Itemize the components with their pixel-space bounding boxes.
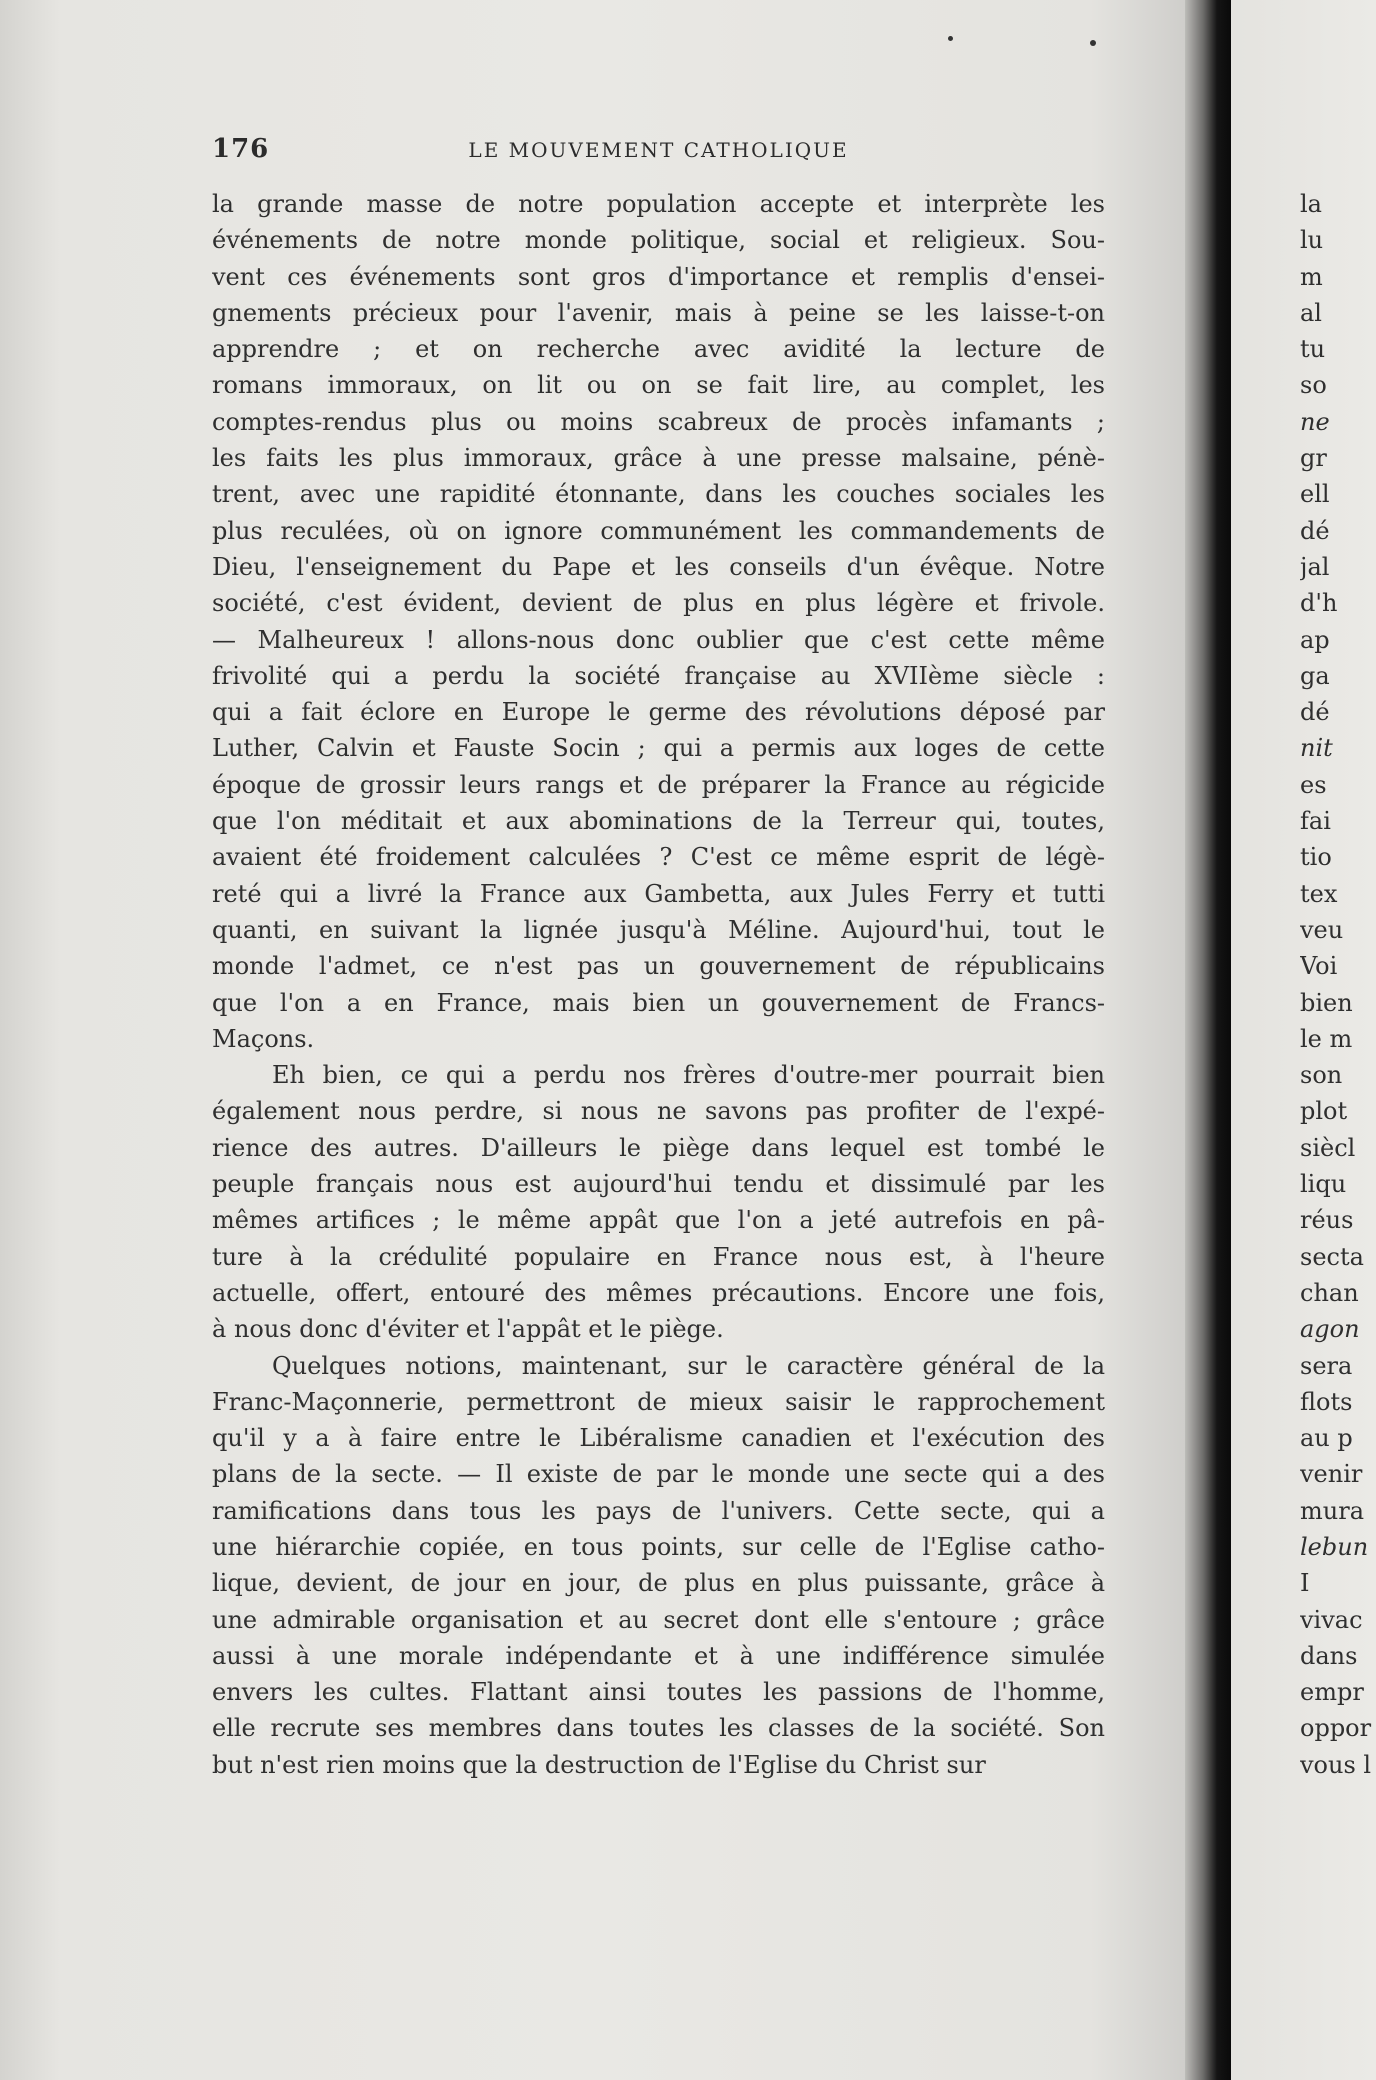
text-line: Quelques notions, maintenant, sur le caractère général de la bbox=[272, 1351, 1105, 1380]
right-page-line: chan bbox=[1300, 1278, 1359, 1307]
running-title: LE MOUVEMENT CATHOLIQUE bbox=[468, 138, 849, 162]
right-page-line: dé bbox=[1300, 698, 1330, 727]
text-line: Franc-Maçonnerie, permettront de mieux saisir le rapprochement bbox=[212, 1387, 1105, 1416]
text-line: actuelle, offert, entouré des mêmes précautions. Encore une fois, bbox=[212, 1278, 1105, 1307]
right-page-line: la bbox=[1300, 190, 1322, 218]
body-text bbox=[212, 186, 1105, 1783]
page-number: 176 bbox=[212, 134, 270, 164]
right-page-line: tio bbox=[1300, 843, 1332, 872]
right-page-line: nit bbox=[1300, 734, 1333, 763]
right-page-line: agon bbox=[1300, 1315, 1360, 1344]
text-line: que l'on méditait et aux abominations de la Terreur qui, toutes, bbox=[212, 807, 1105, 836]
right-page-line: al bbox=[1300, 298, 1322, 327]
text-line: une hiérarchie copiée, en tous points, sur celle de l'Eglise catho- bbox=[212, 1532, 1105, 1561]
text-line: la grande masse de notre population accepte et interprète les bbox=[212, 190, 1105, 218]
right-page-line: oppor bbox=[1300, 1714, 1372, 1743]
text-line: trent, avec une rapidité étonnante, dans les couches sociales les bbox=[212, 480, 1105, 509]
right-page-line: dé bbox=[1300, 516, 1330, 545]
text-line: mêmes artifices ; le même appât que l'on a jeté autrefois en pâ- bbox=[212, 1206, 1105, 1235]
text-line: époque de grossir leurs rangs et de préparer la France au régicide bbox=[212, 770, 1105, 799]
right-page-line: lebun bbox=[1300, 1532, 1369, 1561]
right-page-line: ell bbox=[1300, 480, 1330, 509]
right-page-line: flots bbox=[1300, 1387, 1353, 1416]
right-page-line: vivac bbox=[1300, 1605, 1363, 1634]
page-header bbox=[212, 134, 1105, 170]
text-line: but n'est rien moins que la destruction de l'Eglise du Christ sur bbox=[212, 1750, 986, 1779]
right-page-line: veu bbox=[1300, 915, 1344, 944]
right-page-line: gr bbox=[1300, 444, 1327, 473]
right-page-line: m bbox=[1300, 262, 1323, 291]
text-line: romans immoraux, on lit ou on se fait lire, au complet, les bbox=[212, 371, 1105, 400]
text-line: les faits les plus immoraux, grâce à une presse malsaine, pénè- bbox=[212, 444, 1105, 473]
right-page-line: tu bbox=[1300, 335, 1326, 364]
text-line: peuple français nous est aujourd'hui tendu et dissimulé par les bbox=[212, 1170, 1105, 1199]
right-page-line: bien bbox=[1300, 988, 1353, 1017]
right-page-line: siècl bbox=[1300, 1133, 1356, 1162]
text-line: — Malheureux ! allons-nous donc oublier que c'est cette même bbox=[212, 625, 1105, 654]
right-page-line: fai bbox=[1300, 807, 1331, 836]
text-line: aussi à une morale indépendante et à une indifférence simulée bbox=[212, 1641, 1105, 1670]
text-line: que l'on a en France, mais bien un gouvernement de Francs- bbox=[212, 988, 1105, 1017]
dust-speck bbox=[948, 36, 953, 41]
text-line: événements de notre monde politique, social et religieux. Sou- bbox=[212, 226, 1105, 255]
right-page-line: mura bbox=[1300, 1496, 1364, 1525]
right-page-line: liqu bbox=[1300, 1170, 1347, 1199]
right-page-line: son bbox=[1300, 1061, 1343, 1090]
right-page-line: ne bbox=[1300, 407, 1330, 436]
text-line: rience des autres. D'ailleurs le piège dans lequel est tombé le bbox=[212, 1133, 1105, 1162]
text-line: avaient été froidement calculées ? C'est ce même esprit de légè- bbox=[212, 843, 1105, 872]
text-line: envers les cultes. Flattant ainsi toutes les passions de l'homme, bbox=[212, 1678, 1105, 1707]
text-line: qu'il y a à faire entre le Libéralisme canadien et l'exécution des bbox=[212, 1424, 1105, 1453]
text-line: elle recrute ses membres dans toutes les classes de la société. Son bbox=[212, 1714, 1105, 1743]
right-page-line: so bbox=[1300, 371, 1327, 400]
right-page-line: au p bbox=[1300, 1424, 1353, 1453]
right-page-line: vous l bbox=[1300, 1750, 1372, 1779]
text-line: apprendre ; et on recherche avec avidité la lecture de bbox=[212, 335, 1105, 364]
text-line: Maçons. bbox=[212, 1024, 315, 1053]
text-line: plans de la secte. — Il existe de par le monde une secte qui a des bbox=[212, 1460, 1105, 1489]
right-page-line: ap bbox=[1300, 625, 1330, 654]
right-page-line: secta bbox=[1300, 1242, 1364, 1271]
right-page-line: le m bbox=[1300, 1024, 1353, 1053]
text-line: également nous perdre, si nous ne savons pas profiter de l'expé- bbox=[212, 1097, 1105, 1126]
text-line: lique, devient, de jour en jour, de plus en plus puissante, grâce à bbox=[212, 1569, 1105, 1598]
right-page-line: tex bbox=[1300, 879, 1338, 908]
text-line: Dieu, l'enseignement du Pape et les conseils d'un évêque. Notre bbox=[212, 552, 1105, 581]
right-page-line: lu bbox=[1300, 226, 1324, 255]
text-line: à nous donc d'éviter et l'appât et le piège. bbox=[212, 1315, 724, 1344]
right-page-text bbox=[1300, 186, 1376, 1783]
text-line: vent ces événements sont gros d'importance et remplis d'ensei- bbox=[212, 262, 1105, 291]
right-page-line: I bbox=[1300, 1569, 1310, 1598]
text-line: monde l'admet, ce n'est pas un gouvernement de républicains bbox=[212, 952, 1105, 981]
right-page-line: dans bbox=[1300, 1641, 1358, 1670]
text-line: Luther, Calvin et Fauste Socin ; qui a permis aux loges de cette bbox=[212, 734, 1105, 763]
text-line: ture à la crédulité populaire en France nous est, à l'heure bbox=[212, 1242, 1105, 1271]
right-page-line: d'h bbox=[1300, 589, 1338, 618]
text-line: frivolité qui a perdu la société française au XVIIème siècle : bbox=[212, 661, 1105, 690]
text-line: Eh bien, ce qui a perdu nos frères d'outre-mer pourrait bien bbox=[272, 1061, 1105, 1090]
right-page-line: ga bbox=[1300, 661, 1330, 690]
text-line: qui a fait éclore en Europe le germe des révolutions déposé par bbox=[212, 698, 1105, 727]
right-page-line: jal bbox=[1300, 552, 1330, 581]
text-line: société, c'est évident, devient de plus en plus légère et frivole. bbox=[212, 589, 1105, 618]
right-page-line: empr bbox=[1300, 1678, 1364, 1707]
book-gutter bbox=[1185, 0, 1231, 2080]
right-page-line: sera bbox=[1300, 1351, 1353, 1380]
text-line: reté qui a livré la France aux Gambetta, aux Jules Ferry et tutti bbox=[212, 879, 1105, 908]
right-page-line: réus bbox=[1300, 1206, 1354, 1235]
text-line: quanti, en suivant la lignée jusqu'à Méline. Aujourd'hui, tout le bbox=[212, 915, 1105, 944]
text-line: comptes-rendus plus ou moins scabreux de procès infamants ; bbox=[212, 407, 1105, 436]
right-page-line: plot bbox=[1300, 1097, 1348, 1126]
text-line: une admirable organisation et au secret dont elle s'entoure ; grâce bbox=[212, 1605, 1105, 1634]
text-line: gnements précieux pour l'avenir, mais à peine se les laisse-t-on bbox=[212, 298, 1105, 327]
text-line: plus reculées, où on ignore communément les commandements de bbox=[212, 516, 1105, 545]
dust-speck bbox=[1090, 40, 1096, 46]
right-page-line: venir bbox=[1300, 1460, 1363, 1489]
text-line: ramifications dans tous les pays de l'univers. Cette secte, qui a bbox=[212, 1496, 1105, 1525]
right-page-line: es bbox=[1300, 770, 1327, 799]
right-page-line: Voi bbox=[1300, 952, 1338, 981]
